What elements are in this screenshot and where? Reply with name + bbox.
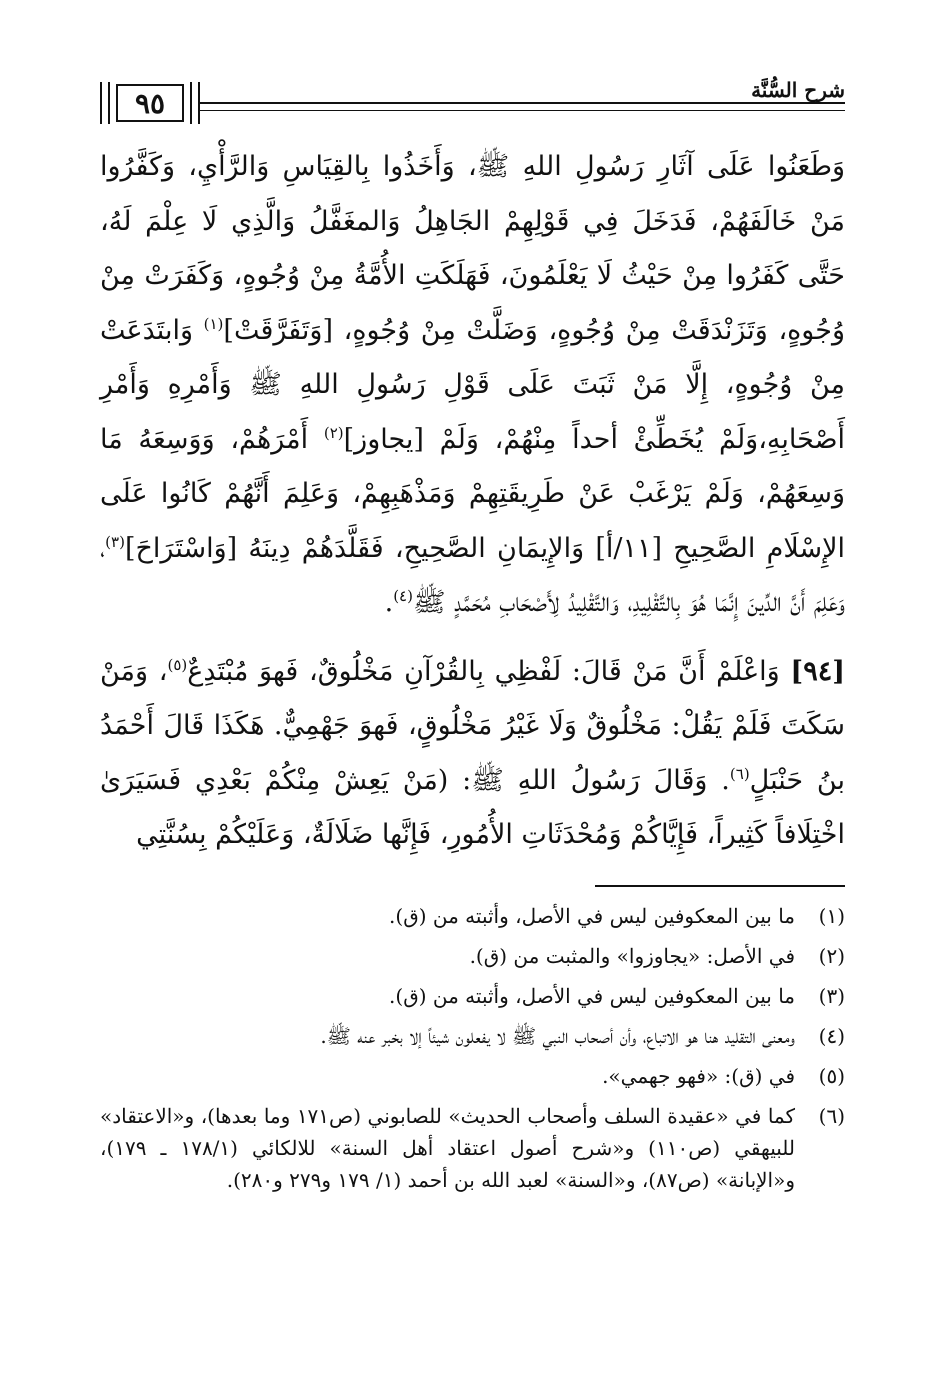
footnote-item (100, 1020, 845, 1052)
paragraph-1 (100, 140, 845, 631)
footnote-text: ما بين المعكوفين ليس في الأصل، وأثبته من (ق). (389, 904, 795, 928)
page-number-box (100, 82, 200, 124)
footnotes (100, 900, 845, 1204)
book-title: شرح السُّنَّة (751, 78, 845, 102)
footnote-ref-5: (٥) (167, 655, 188, 674)
footnote-number: (١) (818, 904, 845, 928)
text-run: وَاعْلَمْ أَنَّ مَنْ قَالَ: لَفْظِي بِالقُرْآنِ مَخْلُوقٌ، فَهوَ مُبْتَدِعٌ (187, 655, 791, 687)
footnote-separator (595, 885, 845, 887)
footnote-number: (٥) (818, 1064, 845, 1088)
ornament-bars-right (190, 82, 200, 124)
footnote-text: في الأصل: «يجاوزوا» والمثبت من (ق). (469, 944, 795, 968)
footnote-number: (٦) (818, 1104, 845, 1128)
text-run: ، وَعَلِمَ أَنَّ الدِّينَ إِنَّمَا هُوَ بِالتَّقْلِيدِ، وَالتَّقْلِيدُ لِأَصْحَابِ مُحَمَّدٍ ﷺ (100, 532, 845, 618)
page-number: ٩٥ (116, 84, 184, 122)
footnote-item (100, 1060, 845, 1092)
text-run: . وَقَالَ رَسُولُ اللهِ ﷺ: (مَنْ يَعِشْ مِنْكُمْ بَعْدِي فَسَيَرَىٰ اخْتِلَافاً كَثِيراً، فَإِيَّاكُمْ وَمُحْدَثَاتِ الأُمُورِ، فَإِنَّها ضَلَالَةٌ، وَعَلَيْكُمْ بِسُنَّتِي (100, 764, 845, 850)
footnote-ref-6: (٦) (729, 764, 750, 783)
footnote-text: في (ق): «فهو جهمي». (602, 1064, 795, 1088)
paragraph-number: [٩٤] (790, 655, 845, 687)
text-run: وَابتَدَعَتْ مِنْ وُجُوهٍ، إِلَّا مَنْ ثَبَتَ عَلَى قَوْلِ رَسُولِ اللهِ ﷺ وَأَمْرِهِ وَأَمْرِ أَصْحَابِهِ،وَلَمْ يُخَطِّئْ أحداً مِنْهُمْ، وَلَمْ [يجاوز] (100, 314, 846, 455)
footnote-item (100, 900, 845, 932)
footnote-number: (٤) (818, 1024, 845, 1048)
text-run: . (384, 587, 394, 618)
footnote-text: ما بين المعكوفين ليس في الأصل، وأثبته من (ق). (389, 984, 795, 1008)
text-run: أَمْرَهُمْ، وَوَسِعَهُ مَا وَسِعَهُمْ، وَلَمْ يَرْغَبْ عَنْ طَرِيقَتِهِمْ وَمَذْهَبِهِمْ، وَعَلِمَ أَنَّهُمْ كَانُوا عَلَى الإِسْلَامِ الصَّحِيحِ [١١/أ] وَالإِيمَانِ الصَّحِيحِ، فَقَلَّدَهُمْ دِينَهُ [وَاسْتَرَاحَ] (100, 423, 845, 564)
main-text (100, 140, 845, 863)
paragraph-2 (100, 645, 845, 863)
footnote-number: (٣) (818, 984, 845, 1008)
page-header (100, 78, 845, 124)
footnote-item (100, 940, 845, 972)
header-rule (200, 102, 845, 111)
footnote-ref-1: (١) (203, 314, 224, 333)
text-run: وَطَعَنُوا عَلَى آثَارِ رَسُولِ اللهِ ﷺ، وَأَخَذُوا بِالقِيَاسِ وَالرَّأْيِ، وَكَفَّرُوا مَنْ خَالَفَهُمْ، فَدَخَلَ فِي قَوْلِهِمْ الجَاهِلُ وَالمغَفَّلُ وَالَّذِي لَا عِلْمَ لَهُ، حَتَّى كَفَرُوا مِنْ حَيْثُ لَا يَعْلَمُونَ، فَهَلَكَتِ الأُمَّةُ مِنْ وُجُوهٍ، وَكَفَرَتْ مِنْ وُجُوهٍ، وَتَزَنْدَقَتْ مِنْ وُجُوهٍ، وَضَلَّتْ مِنْ وُجُوهٍ، [وَتَفَرَّقَتْ] (100, 151, 845, 346)
footnote-ref-2: (٢) (323, 423, 344, 442)
footnote-number: (٢) (818, 944, 845, 968)
footnote-ref-4: (٤) (393, 587, 413, 605)
footnote-item (100, 980, 845, 1012)
ornament-bars-left (100, 82, 110, 124)
footnote-item (100, 1100, 845, 1196)
footnote-text: ومعنى التقليد هنا هو الاتباع، وأن أصحاب النبي ﷺ لا يفعلون شيئاً إلا بخبر عنه ﷺ. (320, 1024, 795, 1048)
text-run: ، وَمَنْ سَكَتَ فَلَمْ يَقُلْ: مَخْلُوقٌ وَلَا غَيْرُ مَخْلُوقٍ، فَهوَ جَهْمِيٌّ. هَكَذَا قَالَ أَحْمَدُ بنُ حَنْبَلٍ (100, 655, 845, 796)
footnote-ref-3: (٣) (105, 532, 125, 551)
footnote-text: كما في «عقيدة السلف وأصحاب الحديث» للصابوني (ص١٧١ وما بعدها)، و«الاعتقاد» للبيهقي (ص١١٠) و«شرح أصول اعتقاد أهل السنة» للالكائي (١٧٨/١ ـ ١٧٩)، و«الإبانة» (ص٨٧)، و«السنة» لعبد الله بن أحمد (١/ ١٧٩ و٢٧٩ و٢٨٠). (100, 1104, 796, 1192)
